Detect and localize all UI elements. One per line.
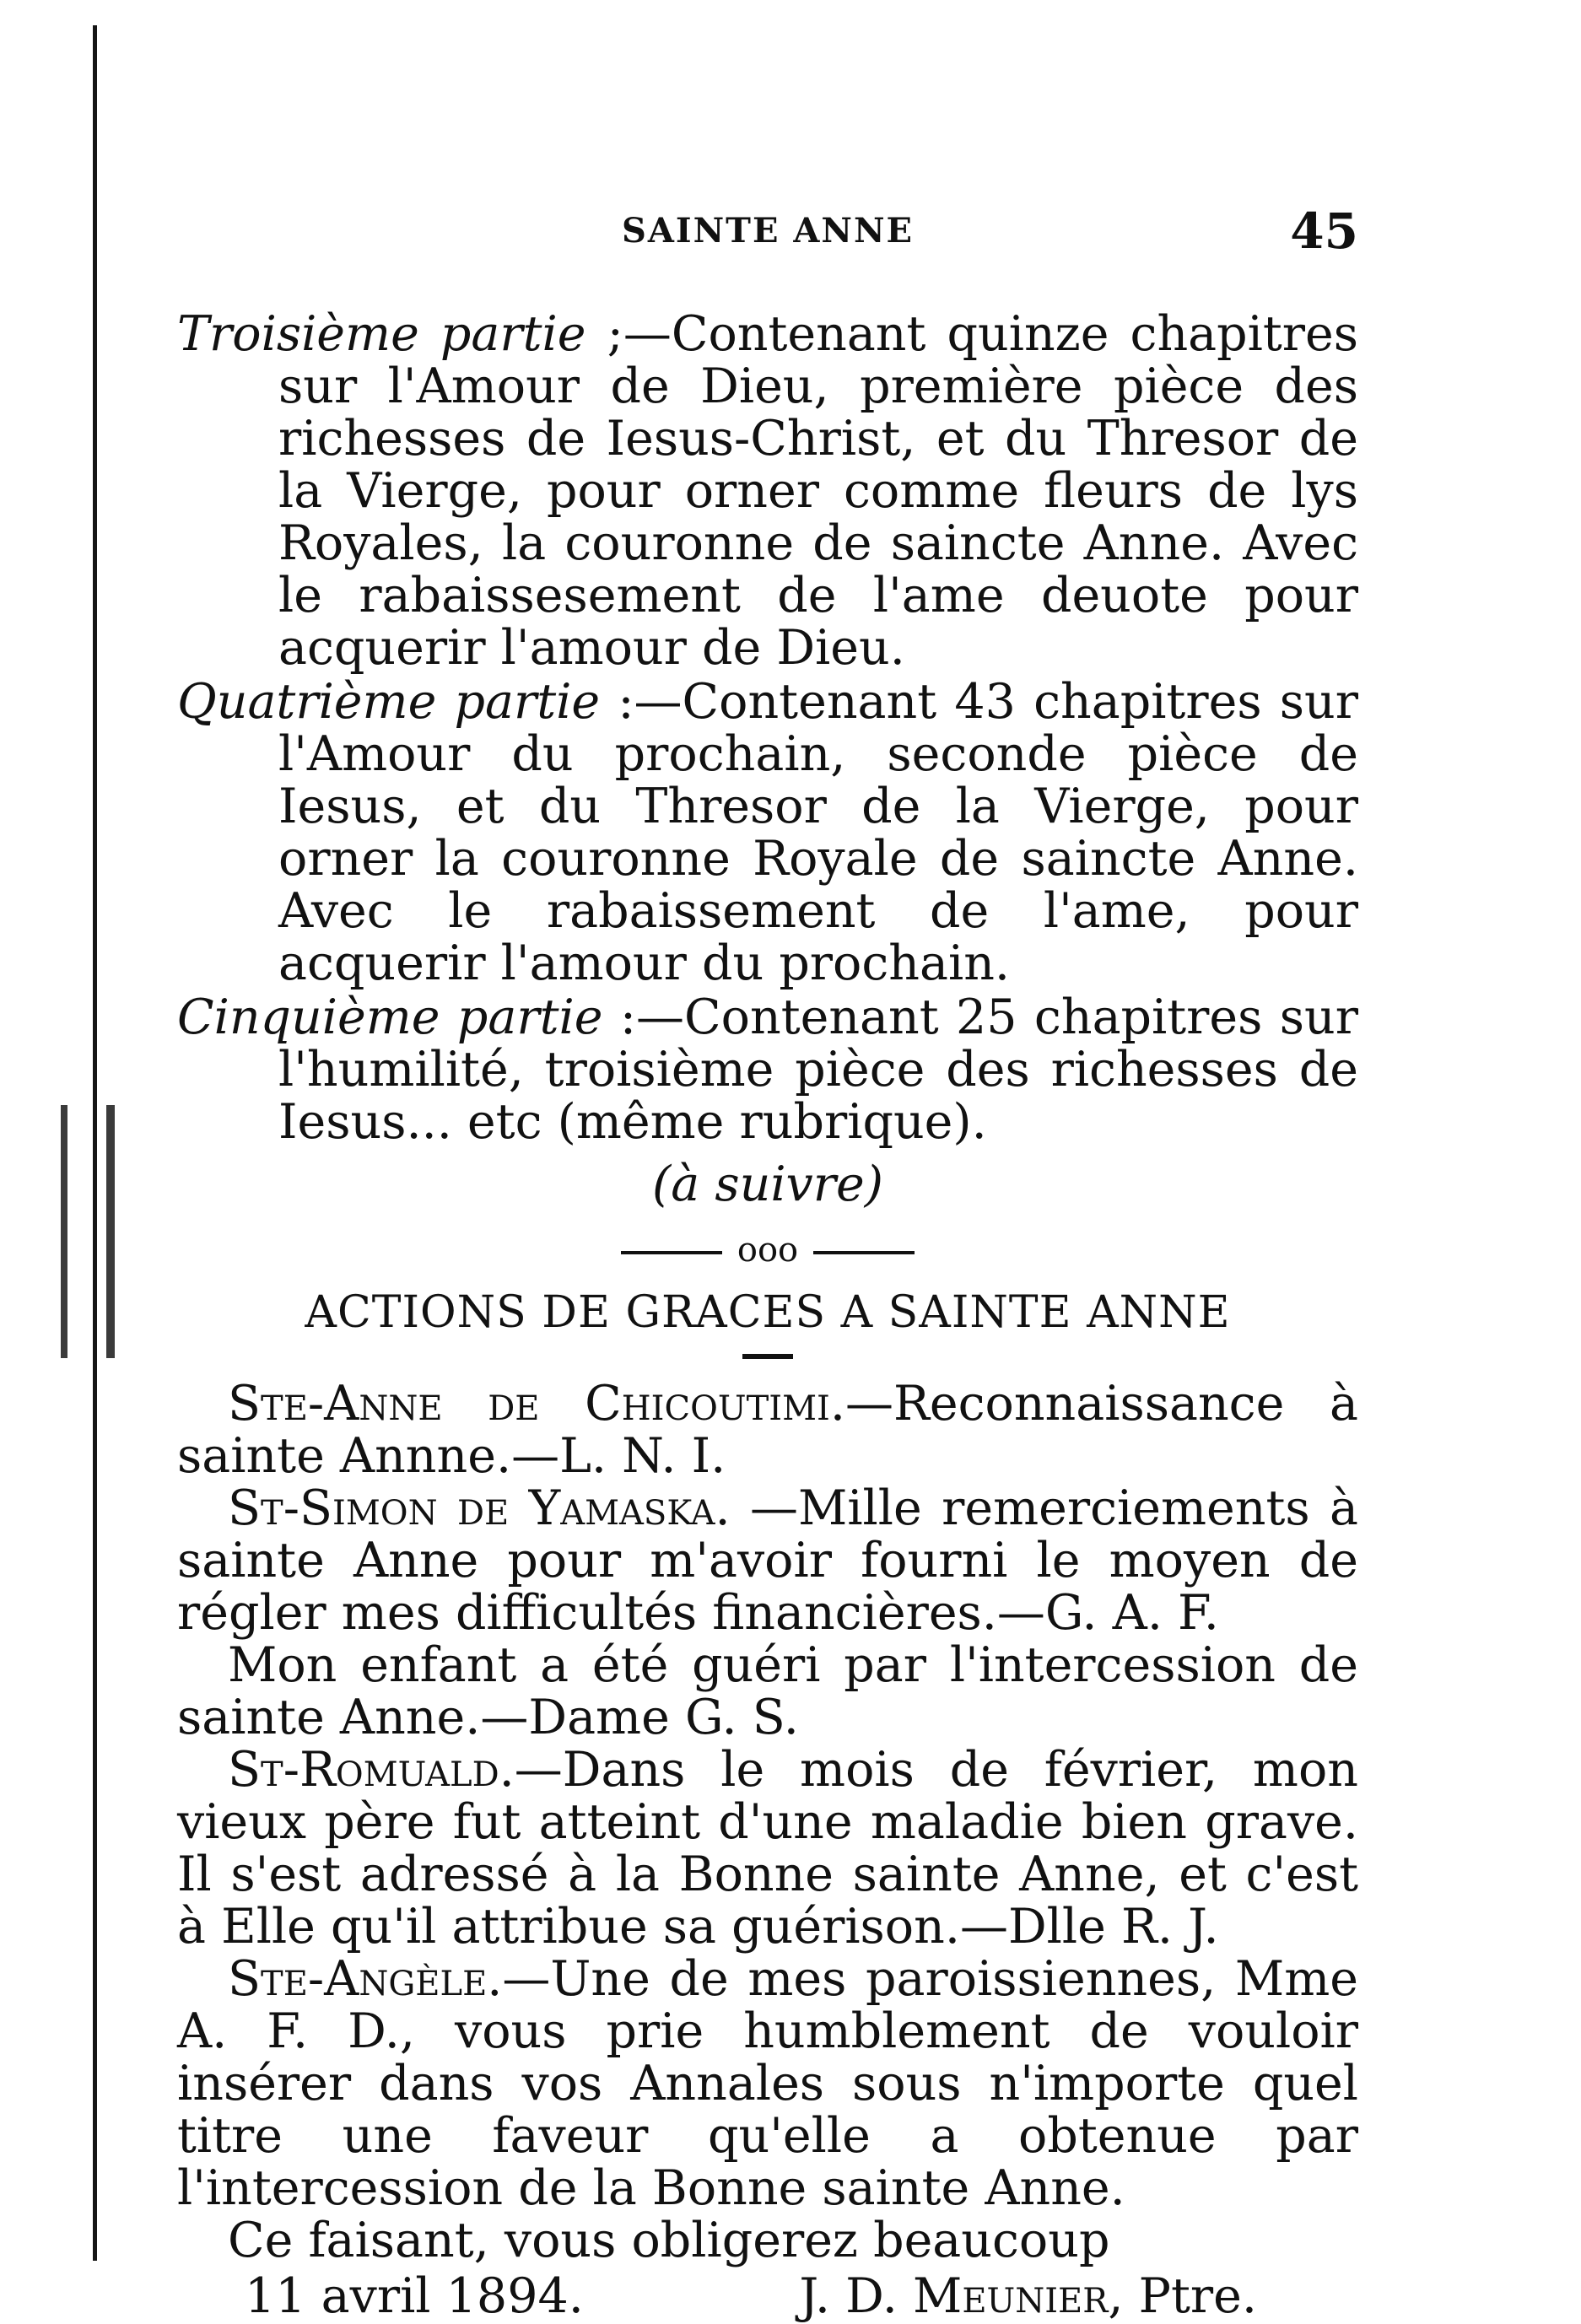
section-title: ACTIONS DE GRACES A SAINTE ANNE [305,1287,1231,1338]
divider-text: ooo [737,1231,799,1270]
page-number: 45 [1290,202,1358,260]
part-text: :—Contenant 43 chapitres sur l'Amour du prochain, seconde pièce de Iesus, et du Thresor de la Vierge, pour orner la couronne Royale de saincte Anne. Avec le rabaissement de l'ame, pour acquerir l'amour du prochain. [278,674,1358,991]
testimony-place: St-Romuald. [228,1742,515,1798]
testimony-text: Mon enfant a été guéri par l'intercession de sainte Anne.—Dame G. S. [177,1637,1358,1745]
section-divider [177,1229,1358,1271]
testimony-paragraph [177,1639,1358,1744]
signature-surname: Meunier [912,2268,1109,2324]
signature-name [799,2270,1257,2322]
closing-line: Ce faisant, vous obligerez beaucoup [228,2213,1110,2268]
binding-mark [61,1105,115,1358]
part-entry [177,991,1358,1148]
signature-initials: J. D. [799,2268,898,2324]
divider-rule-left [621,1251,722,1254]
part-label: Cinquième partie [177,989,603,1045]
testimony-text: —Une de mes paroissiennes, Mme A. F. D., vous prie humblement de vouloir insérer dans vos Annales sous n'importe quel titre une faveur qu'elle a obtenue par l'intercession de la Bonne sainte Anne. [177,1951,1358,2216]
part-entry [177,308,1358,674]
running-title: SAINTE ANNE [621,211,915,251]
part-entry [177,676,1358,989]
title-underline [742,1354,793,1359]
signature-date: 11 avril 1894. [245,2268,584,2324]
to-be-continued: (à suivre) [652,1157,883,1212]
signature-line [177,2270,1358,2322]
testimony-paragraph [177,1953,1358,2214]
running-head [177,202,1358,262]
testimony-place: Ste-Anne de Chicoutimi. [228,1376,845,1432]
testimony-text: —Mille remerciements à sainte Anne pour m'avoir fourni le moyen de régler mes difficultés financières.—G. A. F. [177,1480,1359,1641]
book-parts-list [177,308,1358,2322]
part-label: Quatrième partie [177,674,601,730]
testimony-paragraph [177,1744,1358,1953]
testimony-paragraph [177,1378,1358,1482]
divider-rule-right [813,1251,915,1254]
signature-title: , Ptre. [1108,2268,1257,2324]
part-text: ;—Contenant quinze chapitres sur l'Amour de Dieu, première pièce des richesses de Iesus-Christ, et du Thresor de la Vierge, pour orner comme fleurs de lys Royales, la couronne de saincte Anne. Avec le rabaissesement de l'ame deuote pour acquerir l'amour de Dieu. [278,306,1359,676]
testimony-place: Ste-Angèle. [228,1951,503,2007]
testimony-text: —Reconnaissance à sainte Annne.—L. N. I. [177,1376,1358,1484]
testimony-paragraph [177,1482,1358,1639]
testimony-place: St-Simon de Yamaska. [228,1480,731,1536]
part-text: :—Contenant 25 chapitres sur l'humilité, troisième pièce des richesses de Iesus... etc (même rubrique). [278,989,1358,1150]
testimony-text: —Dans le mois de février, mon vieux père fut atteint d'une maladie bien grave. Il s'est adressé à la Bonne sainte Anne, et c'est à Elle qu'il attribue sa guérison.—Dlle R. J. [177,1742,1358,1955]
part-label: Troisième partie [177,306,586,362]
